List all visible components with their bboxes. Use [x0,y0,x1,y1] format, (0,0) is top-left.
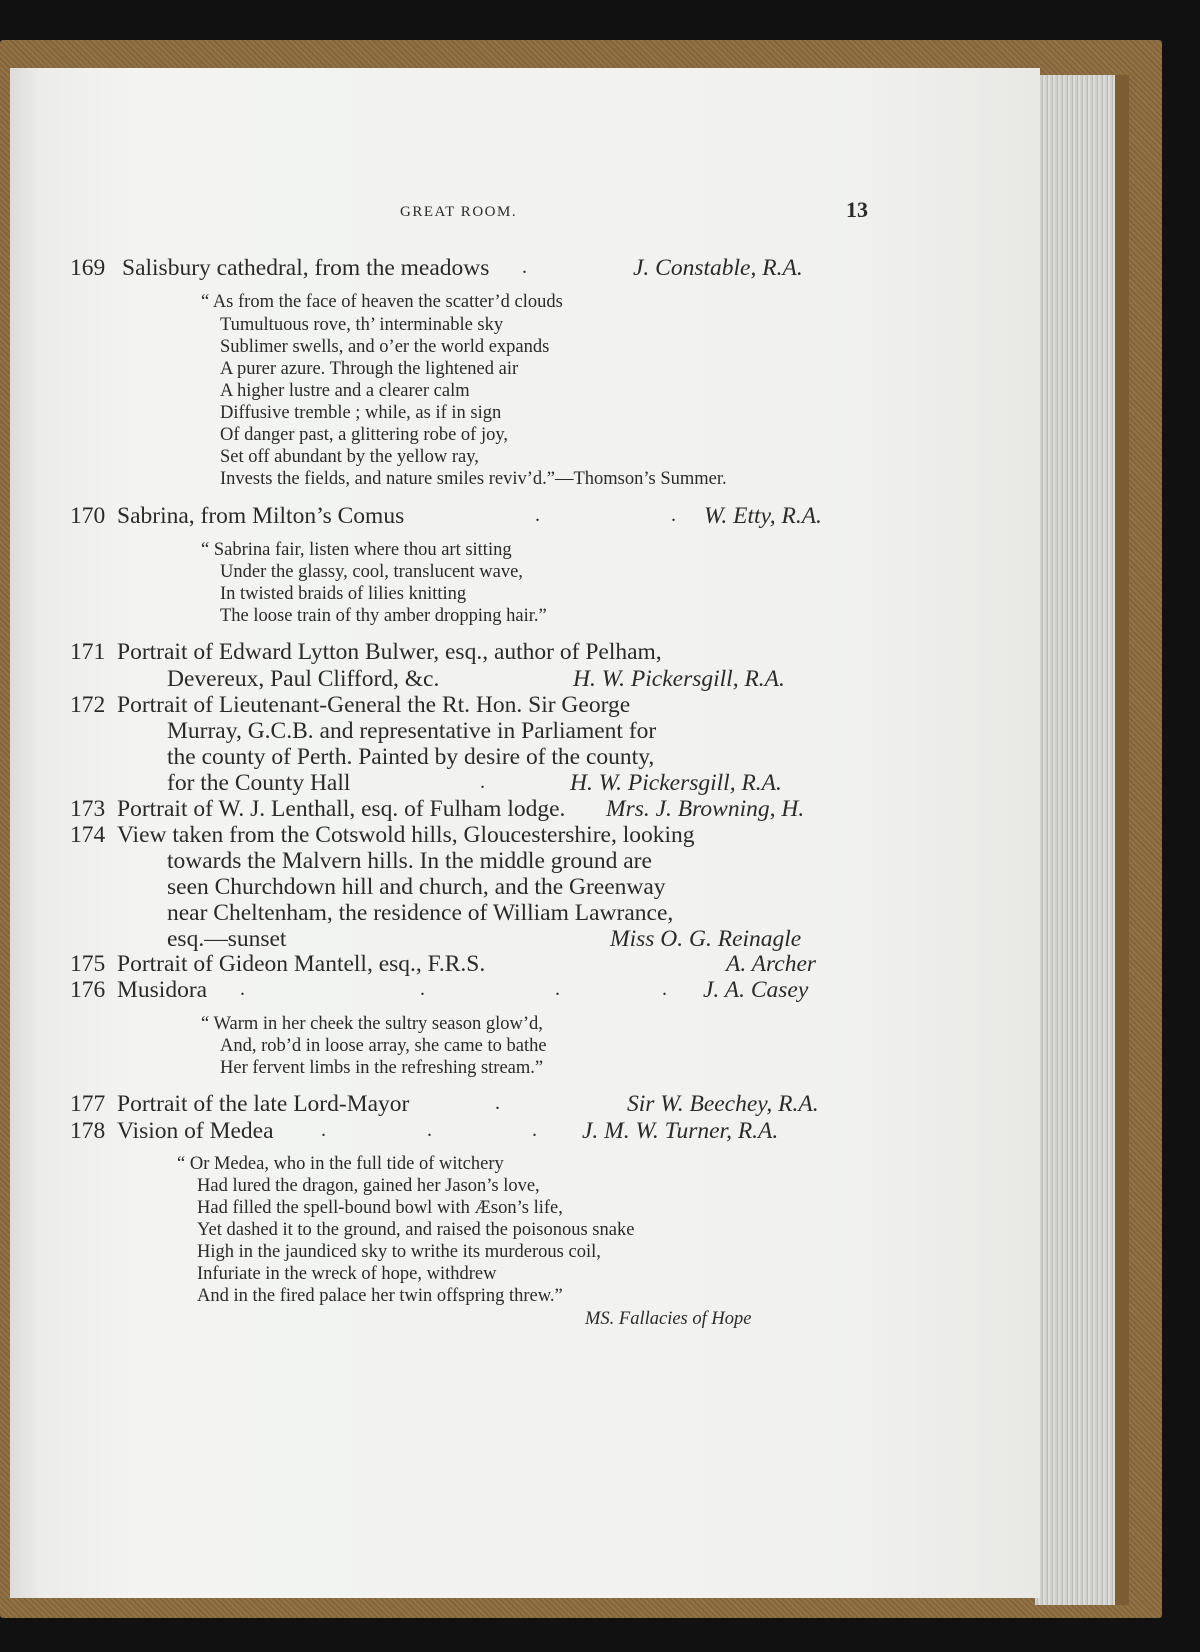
leader-dot: . [555,978,560,1000]
entry-number: 172 [70,692,106,718]
quote-line: Diffusive tremble ; while, as if in sign [220,403,502,423]
entry-title: Salisbury cathedral, from the meadows [122,255,490,281]
leader-dot: . [427,1119,432,1141]
entry-number: 171 [70,639,106,665]
entry-text-line: towards the Malvern hills. In the middle ground are [167,848,652,874]
quote-line: Had filled the spell-bound bowl with Æson’s life, [197,1198,563,1218]
entry-title: Portrait of W. J. Lenthall, esq. of Fulham lodge. [117,796,566,822]
entry-text-line: Portrait of Edward Lytton Bulwer, esq., author of Pelham, [117,639,662,665]
quote-source: MS. Fallacies of Hope [585,1309,752,1329]
entry-artist: Miss O. G. Reinagle [610,926,802,952]
quote-line: Under the glassy, cool, translucent wave, [220,562,523,582]
page-edge [1035,75,1125,1605]
entry-title: Sabrina, from Milton’s Comus [117,503,405,529]
quote-line: A purer azure. Through the lightened air [220,359,519,379]
entry-artist: Mrs. J. Browning, H. [606,796,805,822]
quote-line: Infuriate in the wreck of hope, withdrew [197,1264,497,1284]
entry-number: 175 [70,951,106,977]
leader-dot: . [671,504,676,526]
quote-line: And, rob’d in loose array, she came to bathe [220,1036,547,1056]
quote-line: High in the jaundiced sky to writhe its murderous coil, [197,1242,601,1262]
entry-text-line: Devereux, Paul Clifford, &c. [167,666,440,692]
leader-dot: . [321,1119,326,1141]
entry-artist: W. Etty, R.A. [704,503,822,529]
quote-line: A higher lustre and a clearer calm [220,381,470,401]
quote-line: Invests the fields, and nature smiles reviv’d.”—Thomson’s Summer. [220,469,727,489]
entry-artist: J. Constable, R.A. [633,255,803,281]
entry-text-line: the county of Perth. Painted by desire of the county, [167,744,655,770]
quote-line: Yet dashed it to the ground, and raised the poisonous snake [197,1220,635,1240]
leader-dot: . [662,978,667,1000]
quote-line: Tumultuous rove, th’ interminable sky [220,315,504,335]
entry-number: 178 [70,1118,106,1144]
page-number: 13 [846,197,868,222]
entry-number: 177 [70,1091,106,1117]
quote-line: In twisted braids of lilies knitting [220,584,467,604]
cover-spine-edge [1115,75,1129,1605]
leader-dot: . [420,978,425,1000]
leader-dot: . [495,1092,500,1114]
entry-title: Vision of Medea [117,1118,274,1144]
entry-number: 176 [70,977,106,1003]
entry-number: 170 [70,503,106,529]
entry-text-line: View taken from the Cotswold hills, Gloucestershire, looking [117,822,695,848]
entry-artist: Sir W. Beechey, R.A. [627,1091,819,1117]
leader-dot: . [480,771,485,793]
entry-text-line: near Cheltenham, the residence of William Lawrance, [167,900,674,926]
quote-line: “ Sabrina fair, listen where thou art sitting [201,540,512,560]
entry-text-line: Portrait of Lieutenant-General the Rt. Hon. Sir George [117,692,631,718]
entry-artist: J. M. W. Turner, R.A. [582,1118,779,1144]
quote-line: Had lured the dragon, gained her Jason’s love, [197,1176,540,1196]
entry-text-line: for the County Hall [167,770,351,796]
quote-line: Set off abundant by the yellow ray, [220,447,479,467]
quote-line: “ Warm in her cheek the sultry season glow’d, [201,1014,543,1034]
entry-title: Musidora [117,977,208,1003]
quote-line: The loose train of thy amber dropping hair.” [220,606,547,626]
entry-number: 173 [70,796,106,822]
book-page [10,68,1040,1598]
running-head: GREAT ROOM. [400,204,518,220]
quote-line: Of danger past, a glittering robe of joy, [220,425,509,445]
entry-title: Portrait of Gideon Mantell, esq., F.R.S. [117,951,486,977]
quote-line: Her fervent limbs in the refreshing stream.” [220,1058,544,1078]
quote-line: “ As from the face of heaven the scatter’d clouds [201,292,563,312]
entry-artist: J. A. Casey [703,977,809,1003]
entry-number: 174 [70,822,106,848]
entry-title: Portrait of the late Lord-Mayor [117,1091,410,1117]
quote-line: And in the fired palace her twin offspring threw.” [197,1286,563,1306]
entry-number: 169 [70,255,106,281]
quote-line: “ Or Medea, who in the full tide of witchery [177,1154,504,1174]
leader-dot: . [240,978,245,1000]
entry-text-line: seen Churchdown hill and church, and the Greenway [167,874,666,900]
entry-artist: A. Archer [726,951,817,977]
quote-line: Sublimer swells, and o’er the world expands [220,337,550,357]
entry-artist: H. W. Pickersgill, R.A. [570,770,782,796]
leader-dot: . [535,504,540,526]
leader-dot: . [532,1119,537,1141]
entry-artist: H. W. Pickersgill, R.A. [573,666,785,692]
leader-dot: . [522,256,527,278]
entry-text-line: esq.—sunset [167,926,287,952]
entry-text-line: Murray, G.C.B. and representative in Parliament for [167,718,657,744]
